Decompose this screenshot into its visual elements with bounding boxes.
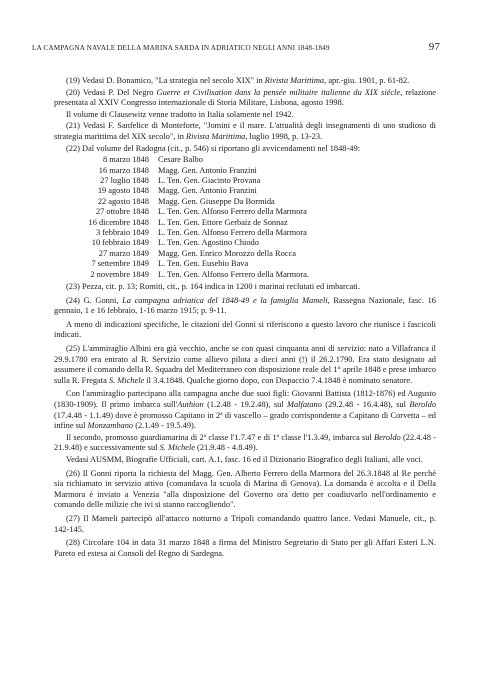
note-24: (24) G. Gonni, La campagna adriatica del 1848-49 e la famiglia Mameli, Rassegna Nazionale, fasc. 16 gennaio, 1 e 16 febbraio, 1-16 marzo 1915; p. 9-11. <box>54 295 436 316</box>
chronology-name: L. Ten. Gen. Alfonso Ferrero della Marmora <box>158 207 307 217</box>
chronology-name: L. Ten. Gen. Eusebio Bava <box>158 259 249 269</box>
chronology-row <box>75 166 309 176</box>
note-20: (20) Vedasi P. Del Negro Guerre et Civilisation dans la pensée militaire italienne du XIX siécle, relazione presentata al XXIV Congresso internazionale di Storia Militare, Lisbona, agosto 1998. <box>54 87 437 108</box>
chronology-date: 27 luglio 1848 <box>100 175 149 185</box>
chronology-date: 27 ottobre 1848 <box>95 207 149 217</box>
chronology-row <box>75 197 309 207</box>
note-24-continuation: A meno di indicazioni specifiche, le citazioni del Gonni si riferiscono a questo lavoro che riunisce i fascicoli indicati. <box>54 319 436 340</box>
chronology-name: Magg. Gen. Enrico Morozzo della Rocca <box>158 248 296 258</box>
chronology-row <box>75 259 309 269</box>
note-28: (28) Circolare 104 in data 31 marzo 1848 a firma del Ministro Segretario di Stato per gli Affari Esteri L.N. Pareto ed estesa ai Consoli del Regno di Sardegna. <box>54 538 436 558</box>
chronology-name: L. Ten. Gen. Alfonso Ferrero della Marmora <box>158 228 307 237</box>
note-25-sons: Con l'ammiraglio partecipano alla campagna anche due suoi figli: Giovanni Battista (1812-1876) ed Augusto (1830-1909). Il primo imbarca sull'Authion (1.2.48 - 19.2.48), sul Malfatano (29.2.48 - 16.4.48), sul Beroldo (17.4.48 - 1.1.49) dove è promosso Capitano in 2ª di vascello – grado corrispondente a Capitano di Corvetta – ed infine sul Monzambano (2.1.49 - 19.5.49). <box>54 389 437 431</box>
note-27: (27) Il Mameli partecipò all'attacco notturno a Tripoli comandando quattro lance. Vedasi Manuele, cit., p. 142-145. <box>54 513 436 534</box>
chronology-name: L. Ten. Gen. Agostino Chiodo <box>158 238 259 248</box>
chronology-date: 2 novembre 1849 <box>90 269 149 279</box>
page-number: 97 <box>428 41 440 53</box>
note-22: (22) Dal volume del Radogna (cit., p. 546) si riportano gli avvicendamenti nel 1848-49: <box>66 143 360 153</box>
chronology-row <box>75 155 309 165</box>
chronology-name: Magg. Gen. Antonio Franzini <box>158 186 257 196</box>
chronology-row <box>75 186 309 196</box>
chronology-date: 8 marzo 1848 <box>102 155 149 165</box>
chronology-date: 16 marzo 1848 <box>98 165 149 175</box>
chronology-date: 19 agosto 1848 <box>97 186 149 196</box>
note-21: (21) Vedasi F. Sanfelice di Monteforte, "Jomini e il mare. L'attualità degli insegnamenti di uno studioso di strategia marittima del XIX secolo", in Rivista Marittima, luglio 1998, p. 13-23. <box>54 121 436 141</box>
chronology-date: 7 settembre 1849 <box>91 259 149 269</box>
chronology-date: 22 agosto 1848 <box>97 196 149 206</box>
note-20-continuation: Il volume di Clausewitz venne tradotto in Italia solamente nel 1942. <box>66 109 294 119</box>
note-26: (26) Il Gonni riporta la richiesta del Magg. Gen. Alberto Ferrero della Marmora del 26.3.1848 al Re perché sia richiamato in servizio attivo (comandava la scuola di Marina di Genova). La domanda è accolta e il Della Marmora è inviato a Venezia "alla disposizione del Governo ora detto per coadiuvarlo nell'ordinamento e comando delle milizie che ivi si stanno raccogliendo". <box>54 468 436 510</box>
page-header <box>32 41 440 55</box>
chronology-table <box>75 155 309 280</box>
note-23: (23) Pezza, cit. p. 13; Romiti, cit., p. 164 indica in 1200 i marinai reclutati ed imbarcati. <box>66 282 360 292</box>
chronology-row <box>75 270 309 280</box>
chronology-row <box>75 249 309 259</box>
running-title: LA CAMPAGNA NAVALE DELLA MARINA SARDA IN ADRIATICO NEGLI ANNI 1848-1849 <box>32 44 330 52</box>
chronology-row <box>75 207 309 217</box>
chronology-date: 3 febbraio 1849 <box>95 228 149 237</box>
chronology-row <box>75 238 309 248</box>
chronology-row <box>75 228 309 238</box>
note-25-sources: Vedasi AUSMM, Biografie Ufficiali, cart. A.1, fasc. 16 ed il Dizionario Biografico degli Italiani, alle voci. <box>66 454 423 464</box>
note-25-second-son: Il secondo, promosso guardiamarina di 2ª classe l'1.7.47 e di 1ª classe l'1.3.49, imbarca sul Beroldo (22.4.48 - 21.9.48) e successivamente sul S. Michele (21.9.48 - 4.8.49). <box>54 432 436 453</box>
chronology-row <box>75 218 309 228</box>
chronology-name: Magg. Gen. Giuseppe Da Bormida <box>158 196 275 206</box>
note-19: (19) Vedasi D. Bonamico, "La strategia nel secolo XIX" in Rivista Marittima, apr.-giu. 1901, p. 61-82. <box>66 76 410 85</box>
chronology-name: Cesare Balbo <box>158 155 203 165</box>
chronology-name: L. Ten. Gen. Alfonso Ferrero della Marmora. <box>158 269 309 279</box>
chronology-row <box>75 176 309 186</box>
chronology-name: Magg. Gen. Antonio Franzini <box>158 165 257 175</box>
footnotes-body <box>54 76 436 559</box>
note-25: (25) L'ammiraglio Albini era già vecchio, anche se con quasi cinquanta anni di servizio: nato a Villafranca il 29.9.1780 era entrato al R. Servizio come allievo pilota a dieci anni (!) il 26.2.1790. Era stato designato ad assumere il comando della R. Squadra del Mediterraneo con disposizione reale del 1° aprile 1848 e prese imbarco sulla R. Fregata S. Michele il 3.4.1848. Qualche giorno dopo, con Dispaccio 7.4.1848 è nominato senatore. <box>54 344 436 385</box>
chronology-name: L. Ten. Gen. Giacinto Provana <box>158 175 261 185</box>
chronology-date: 27 marzo 1849 <box>98 248 149 258</box>
chronology-name: L. Ten. Gen. Ettore Gerbaiz de Sonnaz <box>158 217 288 227</box>
chronology-date: 16 dicembre 1848 <box>88 217 149 227</box>
chronology-date: 10 febbraio 1849 <box>91 238 149 248</box>
